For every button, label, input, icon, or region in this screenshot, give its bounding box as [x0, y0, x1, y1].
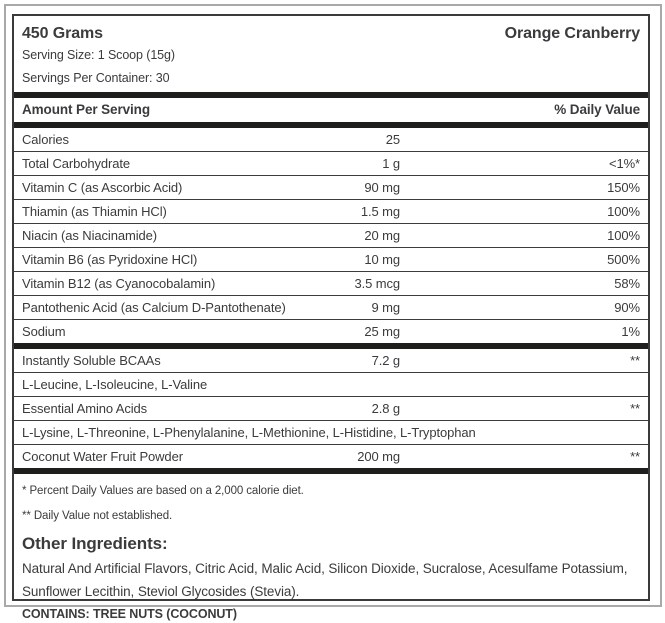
nutrient-name: Niacin (as Niacinamide)	[22, 228, 157, 243]
amino-acid-list: L-Leucine, L-Isoleucine, L-Valine	[14, 373, 648, 397]
table-row	[14, 296, 648, 320]
table-row	[14, 445, 648, 468]
table-row	[14, 349, 648, 373]
flavor-name: Orange Cranberry	[504, 25, 640, 42]
nutrient-dv: **	[630, 449, 640, 464]
table-row	[14, 224, 648, 248]
net-weight: 450 Grams	[22, 25, 103, 42]
footnote-not-established: ** Daily Value not established.	[22, 510, 173, 522]
nutrient-amount: 2.8 g	[371, 401, 400, 416]
nutrient-dv: 100%	[607, 204, 640, 219]
column-header-row	[14, 98, 648, 120]
nutrient-name: Vitamin B12 (as Cyanocobalamin)	[22, 276, 216, 291]
table-row	[14, 397, 648, 421]
nutrient-amount: 200 mg	[357, 449, 400, 464]
nutrient-dv: 150%	[607, 180, 640, 195]
table-row	[14, 152, 648, 176]
serving-size: Serving Size: 1 Scoop (15g)	[22, 48, 175, 62]
nutrient-name: Sodium	[22, 324, 66, 339]
nutrient-amount: 25 mg	[364, 324, 400, 339]
table-row	[14, 128, 648, 152]
nutrient-name: Vitamin B6 (as Pyridoxine HCl)	[22, 252, 198, 267]
nutrient-name: Thiamin (as Thiamin HCl)	[22, 204, 167, 219]
other-ingredients-text: Natural And Artificial Flavors, Citric Acid, Malic Acid, Silicon Dioxide, Sucralose, Acesulfame Potassium, Sunflower Lecithin, Steviol Glycosides (Stevia).	[22, 561, 628, 599]
nutrient-amount: 20 mg	[364, 228, 400, 243]
nutrient-name: Calories	[22, 132, 69, 147]
nutrient-name: Essential Amino Acids	[22, 401, 148, 416]
table-row	[14, 248, 648, 272]
label-header-row	[14, 16, 648, 43]
footnote-daily-value: * Percent Daily Values are based on a 2,000 calorie diet.	[22, 485, 304, 497]
nutrient-name: Coconut Water Fruit Powder	[22, 449, 183, 464]
nutrient-dv: 500%	[607, 252, 640, 267]
servings-per-container: Servings Per Container: 30	[22, 71, 170, 85]
nutrient-dv: <1%*	[608, 156, 640, 171]
divider-bar-thick	[14, 468, 648, 474]
daily-value-header: % Daily Value	[554, 102, 640, 117]
other-ingredients-heading: Other Ingredients:	[22, 534, 168, 553]
table-row	[14, 176, 648, 200]
nutrient-name: Pantothenic Acid (as Calcium D-Pantothenate)	[22, 300, 286, 315]
nutrient-dv: 100%	[607, 228, 640, 243]
nutrient-dv: 58%	[614, 276, 640, 291]
amino-acid-list: L-Lysine, L-Threonine, L-Phenylalanine, L-Methionine, L-Histidine, L-Tryptophan	[14, 421, 648, 445]
nutrient-amount: 90 mg	[364, 180, 400, 195]
table-row	[14, 272, 648, 296]
nutrient-name: Total Carbohydrate	[22, 156, 131, 171]
nutrient-dv: **	[630, 401, 640, 416]
nutrient-amount: 7.2 g	[371, 353, 400, 368]
allergen-statement: CONTAINS: TREE NUTS (COCONUT)	[22, 607, 237, 621]
amount-per-serving-header: Amount Per Serving	[22, 102, 150, 117]
table-row	[14, 320, 648, 343]
nutrient-dv: 90%	[614, 300, 640, 315]
nutrient-name: Instantly Soluble BCAAs	[22, 353, 161, 368]
supplement-facts-label	[12, 14, 650, 621]
nutrient-name: Vitamin C (as Ascorbic Acid)	[22, 180, 183, 195]
nutrient-amount: 1.5 mg	[360, 204, 400, 219]
nutrient-amount: 9 mg	[371, 300, 400, 315]
nutrient-amount: 25	[385, 132, 400, 147]
table-row	[14, 200, 648, 224]
nutrient-amount: 10 mg	[364, 252, 400, 267]
nutrient-dv: **	[630, 353, 640, 368]
nutrient-amount: 1 g	[382, 156, 400, 171]
nutrient-dv: 1%	[621, 324, 640, 339]
nutrient-amount: 3.5 mcg	[354, 276, 400, 291]
